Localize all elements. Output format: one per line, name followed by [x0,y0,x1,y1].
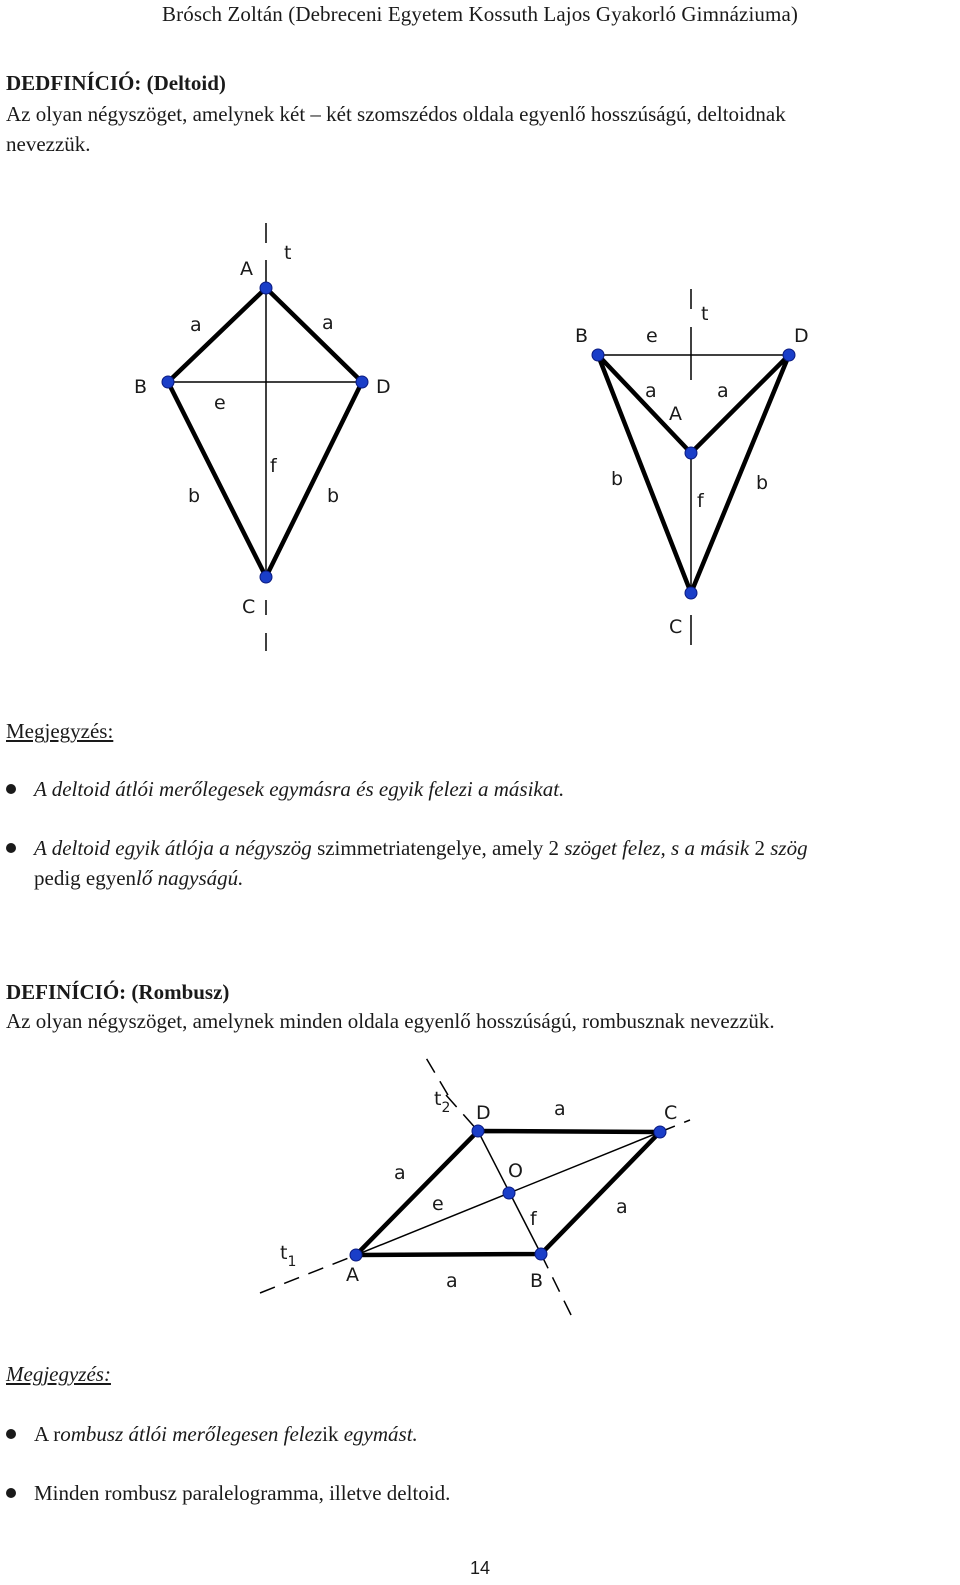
label-f: f [697,490,704,512]
deltoid-note-bullet2-line2 [34,863,243,893]
label-e: e [646,325,658,347]
label-A: A [669,403,682,425]
rombusz-definition: Az olyan négyszöget, amelynek minden oldala egyenlő hosszúságú, rombusznak nevezzük. [6,1009,775,1033]
rombusz-note-bullet1 [34,1419,418,1449]
axis-t2-top [446,1095,478,1131]
text-run: A deltoid egyik átlója a négyszög [34,836,312,860]
rombusz-heading: DEFINÍCIÓ: (Rombusz) [6,980,230,1004]
label-b-left: b [188,485,201,507]
bullet-dot [6,1429,16,1439]
axis-t2-bottom [541,1254,575,1323]
label-D: D [476,1102,491,1124]
label-C: C [669,616,683,638]
label-subscript: 2 [441,1100,451,1116]
text-run: ombusz átlói merőlegesen felez [60,1422,323,1446]
vertex-D [783,349,795,361]
deltoid-heading: DEDFINÍCIÓ: (Deltoid) [6,71,226,95]
label-f: f [530,1208,537,1230]
label-t: t [284,242,292,264]
vertex-D [472,1125,484,1137]
center-O [503,1187,515,1199]
label-C: C [664,1102,678,1124]
vertex-C [685,587,697,599]
label-a-right: a [322,312,334,334]
label-b-right: b [327,485,340,507]
deltoid-note-bullet2-line1 [34,833,808,863]
vertex-B [162,376,174,388]
rombusz-note-bullet2: Minden rombusz paralelogramma, illetve deltoid. [34,1481,451,1505]
page-header: Brósch Zoltán (Debreceni Egyetem Kossuth Lajos Gyakorló Gimnáziuma) [162,2,798,26]
label-O: O [508,1160,523,1182]
vertex-A [350,1249,362,1261]
page-number: 14 [469,1558,491,1578]
bullet-dot [6,1488,16,1498]
label-a-top: a [554,1098,566,1120]
label-B: B [530,1270,544,1292]
label-t: t [701,303,709,325]
label-t1 [280,1242,296,1270]
vertex-C [654,1126,666,1138]
vertex-B [535,1248,547,1260]
text-run: szög [770,836,808,860]
deltoid-note-label: Megjegyzés: [6,719,114,743]
text-run: szimmetriatengelye, amely 2 [311,836,565,860]
label-t2 [434,1088,450,1116]
bullet-dot [6,784,16,794]
deltoid-definition-line2: nevezzük. [6,132,91,156]
vertex-D [356,376,368,388]
text-run: szöget felez, s a másik [564,836,750,860]
deltoid-note-bullet1: A deltoid átlói merőlegesek egymásra és egyik felezi a másikat. [34,777,565,801]
vertex-A [685,447,697,459]
axis-t1-left [260,1255,356,1293]
label-text: t [434,1088,442,1110]
bullet-dot [6,843,16,853]
deltoid-concave-figure [565,285,825,655]
deltoid-definition-line1: Az olyan négyszöget, amelynek két – két szomszédos oldala egyenlő hosszúságú, deltoidnak [6,102,786,126]
label-subscript: 1 [287,1254,297,1270]
label-a-right: a [717,380,729,402]
label-B: B [575,325,589,347]
label-A: A [346,1264,359,1286]
deltoid-convex-figure [120,215,420,655]
label-C: C [242,596,256,618]
label-text: t [280,1242,288,1264]
text-run: 2 [749,836,771,860]
vertex-A [260,282,272,294]
label-f: f [270,455,277,477]
label-b-left: b [611,468,624,490]
label-a-bottom: a [446,1270,458,1292]
text-run: pedig egyen [34,866,137,890]
vertex-C [260,571,272,583]
label-a-right: a [616,1196,628,1218]
label-D: D [794,325,809,347]
rombusz-figure [250,1055,710,1335]
text-run: lő nagyságú. [136,866,244,890]
label-a-left: a [645,380,657,402]
text-run: egymást. [338,1422,418,1446]
label-e: e [214,392,226,414]
label-D: D [376,376,391,398]
text-run: ik [322,1422,339,1446]
label-a-left: a [394,1162,406,1184]
text-run: A r [34,1422,61,1446]
rombusz-note-label: Megjegyzés: [6,1362,111,1386]
label-b-right: b [756,472,769,494]
vertex-B [592,349,604,361]
label-a-left: a [190,314,202,336]
label-B: B [134,376,148,398]
label-e: e [432,1193,444,1215]
label-A: A [240,258,253,280]
